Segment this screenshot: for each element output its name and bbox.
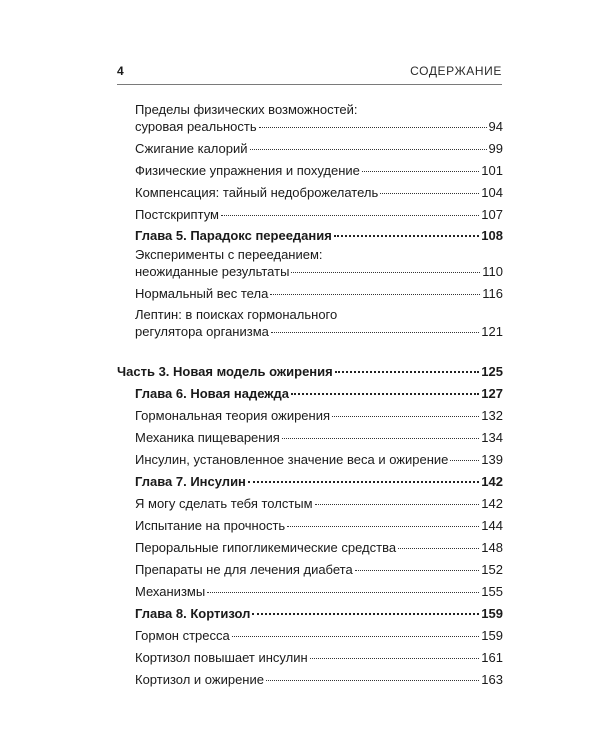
toc-entry-title: Я могу сделать тебя толстым — [135, 496, 313, 511]
leader-dots — [266, 680, 479, 681]
toc-entry-page: 94 — [488, 119, 503, 134]
toc-chapter-title: Глава 5. Парадокс переедания — [135, 228, 332, 243]
toc-entry-page: 159 — [481, 628, 503, 643]
toc-entry[interactable] — [135, 496, 503, 512]
toc-entry[interactable] — [135, 452, 503, 468]
toc-entry-page: 116 — [482, 286, 503, 301]
leader-dots — [252, 613, 479, 615]
leader-dots — [282, 438, 480, 439]
toc-chapter-title: Глава 7. Инсулин — [135, 474, 246, 489]
toc-entry-title-line1: Эксперименты с перееданием: — [135, 247, 323, 262]
toc-entry-page: 144 — [481, 518, 503, 533]
leader-dots — [270, 294, 480, 295]
toc-entry-page: 152 — [481, 562, 503, 577]
leader-dots — [315, 504, 480, 505]
toc-entry-title: неожиданные результаты — [135, 264, 290, 279]
toc-chapter-page: 159 — [481, 606, 503, 621]
toc-entry-page: 139 — [481, 452, 503, 467]
leader-dots — [380, 193, 479, 194]
toc-entry-title: Постскриптум — [135, 207, 219, 222]
toc-entry-title: Физические упражнения и похудение — [135, 163, 360, 178]
toc-entry-page: 121 — [481, 324, 503, 339]
toc-entry-title: Кортизол и ожирение — [135, 672, 264, 687]
toc-chapter-title: Глава 6. Новая надежда — [135, 386, 289, 401]
toc-entry[interactable] — [135, 185, 503, 201]
leader-dots — [207, 592, 479, 593]
leader-dots — [291, 272, 480, 273]
toc-entry-title-line1: Лептин: в поисках гормонального — [135, 307, 338, 322]
toc-chapter[interactable] — [135, 228, 503, 244]
toc-entry-page: 107 — [481, 207, 503, 222]
toc-chapter-page: 108 — [481, 228, 503, 243]
leader-dots — [335, 371, 480, 373]
toc-entry-title: Пероральные гипогликемические средства — [135, 540, 397, 555]
leader-dots — [287, 526, 479, 527]
leader-dots — [332, 416, 479, 417]
toc-entry-title: суровая реальность — [135, 119, 257, 134]
toc-entry[interactable] — [135, 207, 503, 223]
toc-entry-title: Сжигание калорий — [135, 141, 248, 156]
toc-chapter[interactable] — [135, 606, 503, 622]
toc-entry-page: 110 — [482, 264, 503, 279]
leader-dots — [362, 171, 479, 172]
toc-entry-title: Механика пищеварения — [135, 430, 280, 445]
toc-entry[interactable] — [135, 628, 503, 644]
toc-entry[interactable] — [135, 540, 503, 556]
toc-entry[interactable] — [135, 163, 503, 179]
toc-entry-title: Нормальный вес тела — [135, 286, 269, 301]
toc-entry-page: 163 — [481, 672, 503, 687]
leader-dots — [450, 460, 479, 461]
toc-chapter[interactable] — [135, 386, 503, 402]
toc-entry[interactable] — [135, 264, 503, 280]
leader-dots — [398, 548, 479, 549]
leader-dots — [291, 393, 479, 395]
leader-dots — [232, 636, 480, 637]
leader-dots — [248, 481, 479, 483]
leader-dots — [355, 570, 480, 571]
toc-entry[interactable] — [135, 672, 503, 688]
toc-chapter[interactable] — [135, 474, 503, 490]
toc-entry-title: Механизмы — [135, 584, 206, 599]
toc-chapter-page: 142 — [481, 474, 503, 489]
toc-entry-page: 101 — [481, 163, 503, 178]
toc-entry[interactable] — [135, 430, 503, 446]
toc-part[interactable] — [117, 364, 503, 380]
toc-entry-title: Кортизол повышает инсулин — [135, 650, 308, 665]
toc-entry-page: 134 — [481, 430, 503, 445]
running-head: СОДЕРЖАНИЕ — [410, 64, 502, 78]
toc-entry-title: Гормональная теория ожирения — [135, 408, 331, 423]
toc-entry-page: 99 — [488, 141, 503, 156]
toc-entry[interactable] — [135, 141, 503, 157]
toc-part-page: 125 — [481, 364, 503, 379]
toc-entry[interactable] — [135, 286, 503, 302]
leader-dots — [310, 658, 480, 659]
toc-entry-title: регулятора организма — [135, 324, 269, 339]
toc-entry[interactable] — [135, 584, 503, 600]
toc-entry[interactable] — [135, 650, 503, 666]
toc-entry[interactable] — [135, 408, 503, 424]
toc-chapter-title: Глава 8. Кортизол — [135, 606, 251, 621]
toc-entry-page: 155 — [481, 584, 503, 599]
toc-part-title: Часть 3. Новая модель ожирения — [117, 364, 333, 379]
toc-entry[interactable] — [135, 324, 503, 340]
toc-entry-title-line1: Пределы физических возможностей: — [135, 102, 358, 117]
toc-entry[interactable] — [135, 562, 503, 578]
toc-entry-title: Инсулин, установленное значение веса и ожирение — [135, 452, 449, 467]
toc-entry-title: Испытание на прочность — [135, 518, 286, 533]
toc-entry-page: 161 — [481, 650, 503, 665]
toc-entry-title: Компенсация: тайный недоброжелатель — [135, 185, 379, 200]
toc-entry-page: 142 — [481, 496, 503, 511]
page-number: 4 — [117, 64, 124, 78]
leader-dots — [250, 149, 487, 150]
toc-entry-title: Гормон стресса — [135, 628, 230, 643]
toc-entry-page: 104 — [481, 185, 503, 200]
leader-dots — [271, 332, 479, 333]
toc-entry-title: Препараты не для лечения диабета — [135, 562, 353, 577]
leader-dots — [221, 215, 479, 216]
toc-entry[interactable] — [135, 518, 503, 534]
leader-dots — [259, 127, 487, 128]
leader-dots — [334, 235, 479, 237]
toc-entry[interactable] — [135, 119, 503, 135]
toc-chapter-page: 127 — [481, 386, 503, 401]
toc-entry-page: 132 — [481, 408, 503, 423]
toc-entry-page: 148 — [481, 540, 503, 555]
